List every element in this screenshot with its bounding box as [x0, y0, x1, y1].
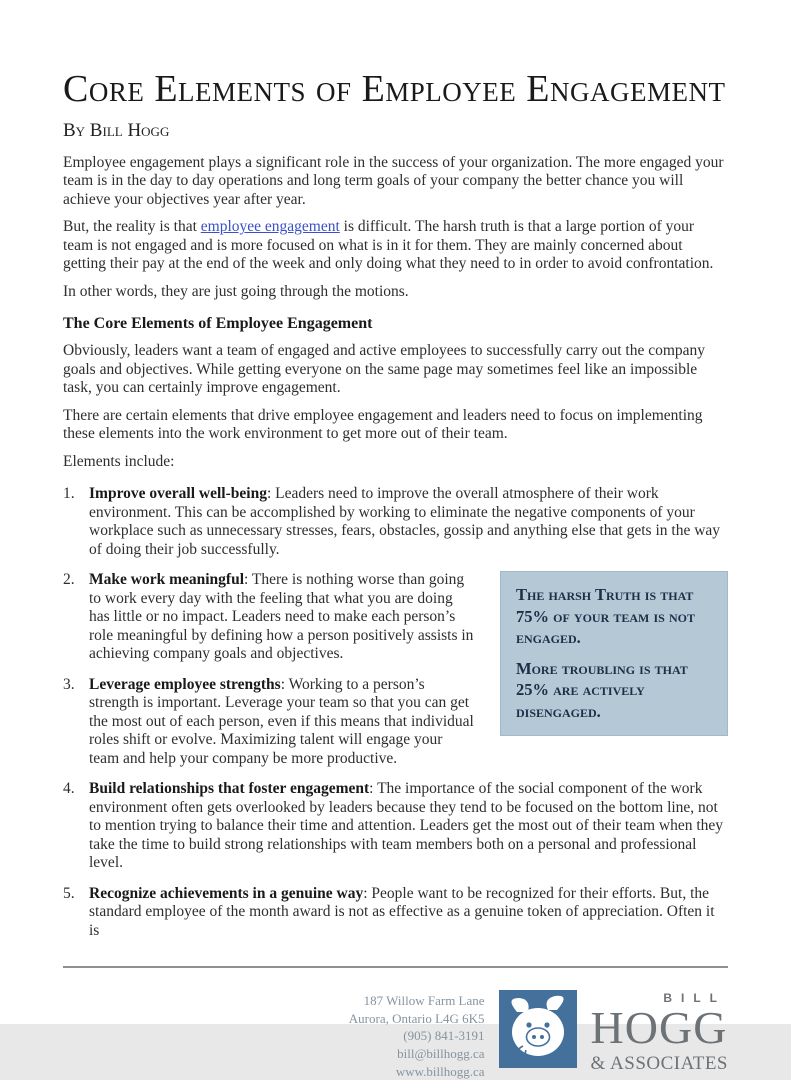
list-item-text: [89, 571, 476, 664]
phone-number: (905) 841-3191: [403, 1028, 485, 1044]
contact-address-block: [349, 990, 485, 1080]
section-heading: The Core Elements of Employee Engagement: [63, 315, 373, 333]
footer: [63, 990, 728, 1080]
list-item-title: Make work meaningful: [89, 571, 244, 589]
list-item-body: : Working to a person’s strength is important. Leverage your team so that you can get the most out of each person, even if this means that individual roles shift or evolve. Maximizing talent will engage your team and help your company be more productive.: [89, 675, 474, 767]
list-item-body: : Leaders need to improve the overall atmosphere of their work environment. This can be accomplished by working to eliminate the negative components of your workplace such as unnecessary stresses, fears, obstacles, gossip and anything else that gets in the way of doing their job successfully.: [89, 485, 721, 558]
footer-divider: [63, 966, 728, 968]
list-item: [63, 676, 476, 769]
address-line: 187 Willow Farm Lane: [363, 993, 485, 1009]
list-item-text: [89, 676, 476, 769]
company-logo-text: [591, 990, 728, 1073]
logo-hogg-label: HOGG: [590, 1002, 728, 1054]
list-item-title: Recognize achievements in a genuine way: [89, 884, 364, 902]
section-paragraph-1: Obviously, leaders want a team of engaged and active employees to successfully carry out the company goals and objectives. While getting everyone on the same page may sometimes feel like an impossible task, you can certainly improve engagement.: [63, 342, 706, 397]
list-item-text: [89, 485, 728, 559]
list-item-number: 5.: [63, 884, 75, 902]
list-item-number: 1.: [63, 485, 75, 503]
list-item: [63, 780, 728, 873]
list-item-title: Leverage employee strengths: [89, 675, 281, 693]
email-address: bill@billhogg.ca: [397, 1046, 485, 1062]
list-item-number: 3.: [63, 675, 75, 693]
intro-paragraph-2: [63, 218, 728, 274]
list-item: [63, 571, 476, 664]
list-item-number: 2.: [63, 571, 75, 589]
pull-quote-box: [500, 571, 728, 736]
intro-paragraph-3: In other words, they are just going through the motions.: [63, 282, 409, 300]
list-item-number: 4.: [63, 780, 75, 798]
elements-list: [63, 485, 728, 940]
pull-quote-line-1: The harsh Truth is that 75% of your team is not engaged.: [516, 585, 695, 648]
list-item-title: Improve overall well-being: [89, 485, 267, 503]
intro-paragraph-1: Employee engagement plays a significant role in the success of your organization. The more engaged your team is in the day to day operations and long term goals of your company the better chance you will achieve your objectives year after year.: [63, 153, 724, 208]
list-item: [63, 885, 728, 941]
byline: By Bill Hogg: [63, 119, 170, 141]
list-item-body: : The importance of the social component of the work environment often gets overlooked by leaders because they tend to be focused on the bottom line, not to mention trying to balance their time and attention. Leaders get the most out of their team when they take the time to build strong relationships with team members both on a personal and professional level.: [89, 780, 724, 872]
intro-paragraph-2-pre: But, the reality is that: [63, 218, 201, 236]
intro-paragraph-2-post: is difficult. The harsh truth is that a large portion of your team is not engaged and is more focused on what is in it for them. They are mainly concerned about getting their pay at the end of the week and only doing what they need to in order to avoid confrontation.: [63, 218, 714, 273]
address-line: Aurora, Ontario L4G 6K5: [348, 1010, 485, 1026]
page-title: Core Elements of Employee Engagement: [63, 68, 726, 110]
employee-engagement-link[interactable]: employee engagement: [200, 218, 340, 236]
list-item-text: [89, 780, 728, 873]
list-item-text: [89, 885, 728, 941]
logo-bill-label: BILL: [663, 991, 726, 1006]
section-paragraph-2: There are certain elements that drive employee engagement and leaders need to focus on implementing these elements into the work environment to get more out of their team.: [63, 406, 703, 443]
elements-include-label: Elements include:: [63, 452, 175, 470]
website-url: www.billhogg.ca: [395, 1063, 485, 1079]
pull-quote-line-2: More troubling is that 25% are actively disengaged.: [516, 658, 688, 721]
logo-associates-label: & ASSOCIATES: [590, 1053, 728, 1075]
text-wrap-zone: [63, 571, 728, 768]
list-item-title: Build relationships that foster engagement: [89, 780, 370, 798]
list-item: [63, 485, 728, 559]
list-item-body: : People want to be recognized for their efforts. But, the standard employee of the month award is not as effective as a genuine token of appreciation. Often it is: [89, 884, 715, 939]
pig-logo-icon: [499, 990, 577, 1068]
list-item-body: : There is nothing worse than going to work every day with the feeling that what you are doing has little or no impact. Leaders need to make each person’s role meaningful by defining how a person positively assists in achieving company goals and objectives.: [89, 571, 474, 663]
